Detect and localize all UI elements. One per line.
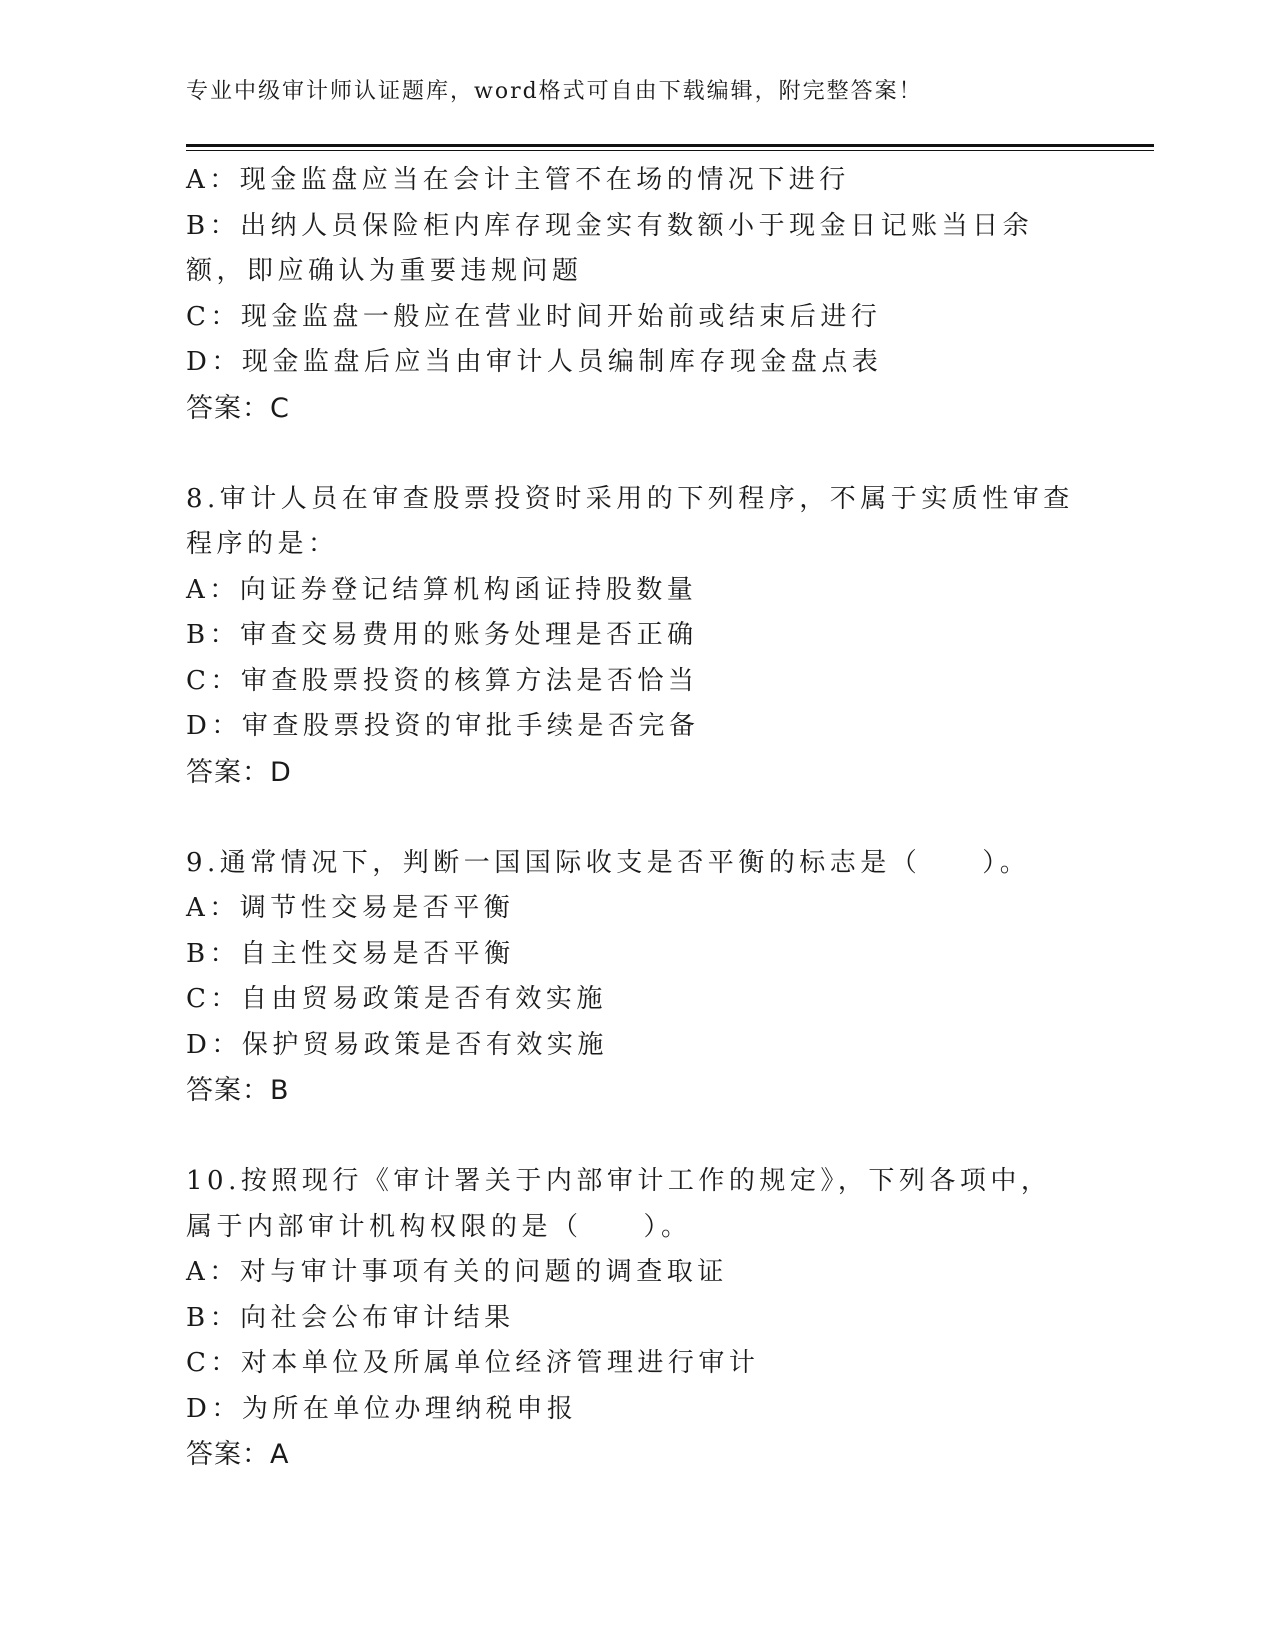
q9-option-a: A：调节性交易是否平衡 <box>186 893 515 923</box>
q10-option-d: D：为所在单位办理纳税申报 <box>186 1393 578 1424</box>
q9-option-c: C：自由贸易政策是否有效实施 <box>186 984 607 1014</box>
q8-question: 8.审计人员在审查股票投资时采用的下列程序，不属于实质性审查程序的是： <box>186 483 1074 559</box>
header-divider-thin <box>186 150 1154 151</box>
q9-option-b: B：自主性交易是否平衡 <box>186 938 515 969</box>
q10-option-a: A：对与审计事项有关的问题的调查取证 <box>186 1257 728 1287</box>
page-header: 专业中级审计师认证题库，word格式可自由下载编辑，附完整答案！ <box>186 79 923 104</box>
q7-option-b: B：出纳人员保险柜内库存现金实有数额小于现金日记账当日余额，即应确认为重要违规问题 <box>186 210 1034 286</box>
q10-answer: 答案：A <box>186 1439 290 1470</box>
q10-question: 10.按照现行《审计署关于内部审计工作的规定》，下列各项中，属于内部审计机构权限的是（ ）。 <box>186 1166 1052 1242</box>
q8-answer: 答案：D <box>186 756 292 788</box>
q9-answer: 答案：B <box>186 1075 290 1106</box>
q8-option-c: C：审查股票投资的核算方法是否恰当 <box>186 665 699 696</box>
q8-option-d: D：审查股票投资的审批手续是否完备 <box>186 711 700 741</box>
q7-option-c: C：现金监盘一般应在营业时间开始前或结束后进行 <box>186 301 882 332</box>
q7-option-d: D：现金监盘后应当由审计人员编制库存现金盘点表 <box>186 347 883 377</box>
q8-option-b: B：审查交易费用的账务处理是否正确 <box>186 620 698 650</box>
question-list <box>186 158 1076 1478</box>
q7-option-a: A：现金监盘应当在会计主管不在场的情况下进行 <box>186 165 850 195</box>
q8-option-a: A：向证券登记结算机构函证持股数量 <box>186 574 698 605</box>
q9-option-d: D：保护贸易政策是否有效实施 <box>186 1029 608 1060</box>
q9-question: 9.通常情况下，判断一国国际收支是否平衡的标志是（ ）。 <box>186 847 1031 878</box>
q10-option-b: B：向社会公布审计结果 <box>186 1302 515 1333</box>
q10-option-c: C：对本单位及所属单位经济管理进行审计 <box>186 1348 760 1378</box>
q7-answer: 答案：C <box>186 392 290 424</box>
header-divider-thick <box>186 144 1154 147</box>
